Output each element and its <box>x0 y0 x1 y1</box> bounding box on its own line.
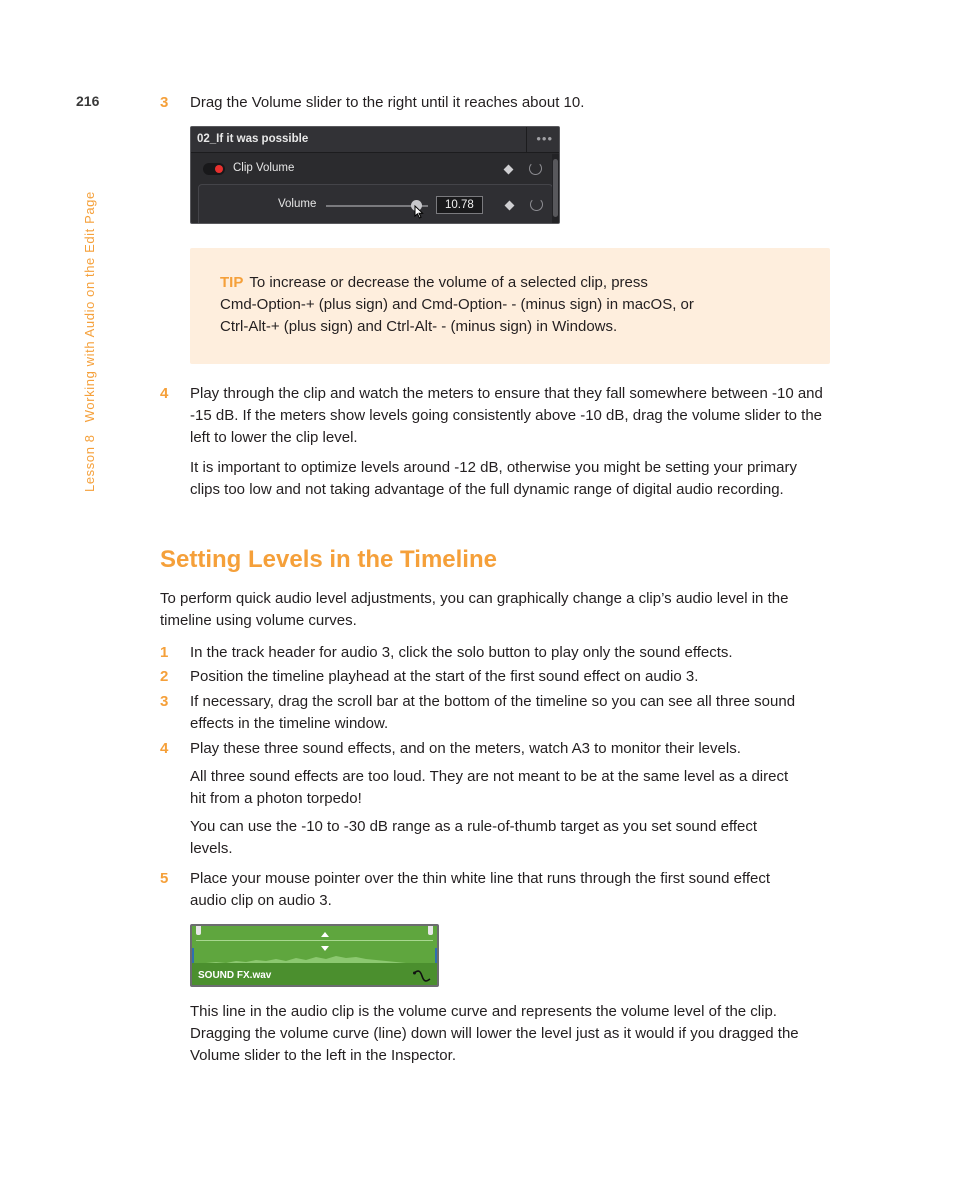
clip-name-bar <box>192 963 437 985</box>
volume-subpanel <box>198 184 553 224</box>
clip-volume-row <box>191 154 553 184</box>
step-play-through <box>160 383 832 449</box>
list-item <box>160 642 832 664</box>
volume-curve-icon[interactable] <box>413 970 431 982</box>
step-text: In the track header for audio 3, click the solo button to play only the sound effects. <box>190 644 733 661</box>
step-number: 4 <box>160 740 169 757</box>
volume-keyframe-diamond-icon[interactable] <box>505 201 515 211</box>
step-note: You can use the -10 to -30 dB range as a rule-of-thumb target as you set sound effect levels. <box>190 818 758 857</box>
step-note: It is important to optimize levels around -12 dB, otherwise you might be setting your primary clips too low and not taking advantage of the full dynamic range of digital audio recording. <box>190 459 797 498</box>
clip-name: SOUND FX.wav <box>198 970 272 981</box>
section-intro: To perform quick audio level adjustments, you can graphically change a clip’s audio level in the timeline using volume curves. <box>160 590 789 629</box>
step-number: 2 <box>160 668 169 685</box>
closing-paragraph: This line in the audio clip is the volume curve and represents the volume level of the clip. Dragging the volume curve (line) down will lower the level just as it would if you dragged the Volume slider to the left in the Inspector. <box>190 1003 799 1064</box>
step-text: Play through the clip and watch the meters to ensure that they fall somewhere between -10 and -15 dB. If the meters show levels going consistently above -10 dB, drag the volume slider to the left to lower the clip level. <box>190 385 823 446</box>
volume-label: Volume <box>278 198 317 210</box>
section-heading: Setting Levels in the Timeline <box>160 546 497 573</box>
step-number: 4 <box>160 385 169 402</box>
step-text: Position the timeline playhead at the start of the first sound effect on audio 3. <box>190 668 699 685</box>
tip-line-2: Cmd-Option-+ (plus sign) and Cmd-Option- - (minus sign) in macOS, or <box>220 296 694 313</box>
running-head <box>82 152 97 492</box>
running-head-lesson: Lesson 8 <box>82 434 97 492</box>
clip-start-handle[interactable] <box>196 926 201 935</box>
reset-icon[interactable] <box>529 162 542 175</box>
step-text: Play these three sound effects, and on the meters, watch A3 to monitor their levels. <box>190 740 741 757</box>
audio-clip[interactable] <box>190 924 439 987</box>
clip-end-handle[interactable] <box>428 926 433 935</box>
list-item <box>160 738 832 760</box>
tip-box <box>190 248 830 364</box>
volume-reset-icon[interactable] <box>530 198 543 211</box>
step-text: If necessary, drag the scroll bar at the bottom of the timeline so you can see all three sound effects in the timeline window. <box>190 693 796 732</box>
step-number: 1 <box>160 644 169 661</box>
step-text: Drag the Volume slider to the right until it reaches about 10. <box>190 94 585 111</box>
clip-volume-toggle[interactable] <box>203 163 225 175</box>
volume-value-field[interactable]: 10.78 <box>436 196 483 214</box>
step-number: 3 <box>160 94 169 111</box>
list-item <box>160 691 832 735</box>
page-number: 216 <box>76 93 100 109</box>
running-head-title: Working with Audio on the Edit Page <box>82 191 97 423</box>
header-divider <box>526 127 527 153</box>
step-note: All three sound effects are too loud. They are not meant to be at the same level as a direct hit from a photon torpedo! <box>190 768 789 807</box>
tip-line-3: Ctrl-Alt-+ (plus sign) and Ctrl-Alt- - (minus sign) in Windows. <box>220 318 618 335</box>
inspector-panel <box>190 126 560 224</box>
step-number: 5 <box>160 870 169 887</box>
step-drag-volume <box>160 92 832 114</box>
tip-text <box>220 272 810 338</box>
toggle-on-dot <box>215 165 223 173</box>
tip-line-1: To increase or decrease the volume of a selected clip, press <box>249 274 648 291</box>
list-item <box>160 868 832 912</box>
clip-title: 02_If it was possible <box>197 133 309 145</box>
list-item <box>160 666 832 688</box>
volume-up-arrow-icon <box>321 932 329 937</box>
inspector-scroll-thumb[interactable] <box>553 159 558 217</box>
clip-volume-label: Clip Volume <box>233 162 295 174</box>
inspector-header <box>191 127 559 153</box>
mouse-pointer-icon <box>414 205 424 219</box>
step-number: 3 <box>160 693 169 710</box>
step-text: Place your mouse pointer over the thin white line that runs through the first sound effect audio clip on audio 3. <box>190 870 771 909</box>
tip-label: TIP <box>220 274 244 291</box>
keyframe-diamond-icon[interactable] <box>504 165 514 175</box>
clip-guide-line <box>196 940 433 941</box>
more-dots-icon[interactable]: ••• <box>536 131 553 146</box>
